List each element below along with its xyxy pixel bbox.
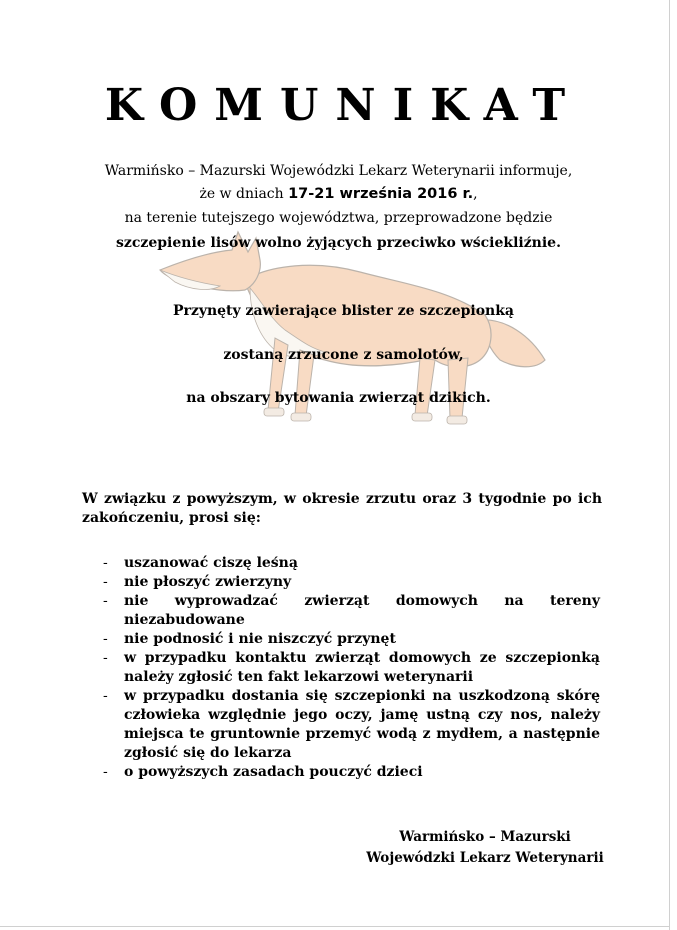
list-dash: - xyxy=(103,574,108,590)
page-border-bottom xyxy=(0,926,670,927)
request-paragraph: W związku z powyższym, w okresie zrzutu oraz 3 tygodnie po ich zakończeniu, prosi się: xyxy=(82,491,602,526)
list-dash: - xyxy=(103,631,108,647)
intro-line-2 xyxy=(0,183,677,205)
list-item: - nie podnosić i nie niszczyć przynęt xyxy=(103,631,396,647)
bait-line-1: Przynęty zawierające blister ze szczepionką xyxy=(172,303,514,319)
list-item: - w przypadku kontaktu zwierząt domowych ze szczepionką należy zgłosić ten fakt lekarzowi weterynarii xyxy=(103,650,600,685)
intro-line-2-prefix: że w dniach xyxy=(199,186,289,202)
list-item: - nie wyprowadzać zwierząt domowych na tereny niezabudowane xyxy=(103,593,600,628)
page-border-right xyxy=(669,0,670,930)
request-list xyxy=(103,554,600,782)
intro-line-3: na terenie tutejszego województwa, przeprowadzone będzie xyxy=(124,210,553,226)
list-dash: - xyxy=(103,650,108,666)
list-dash: - xyxy=(103,593,108,609)
page-title: KOMUNIKAT xyxy=(104,80,583,131)
list-item: - uszanować ciszę leśną xyxy=(103,555,298,571)
intro-line-2-suffix: , xyxy=(473,186,478,202)
list-item: - o powyższych zasadach pouczyć dzieci xyxy=(103,764,423,780)
intro-line-4: szczepienie lisów wolno żyjących przeciwko wściekliźnie. xyxy=(116,235,561,251)
list-dash: - xyxy=(103,555,108,571)
list-item: - w przypadku dostania się szczepionki na uszkodzoną skórę człowieka względnie jego oczy, jamę ustną czy nos, należy miejsca te gruntownie przemyć wodą z mydłem, a następnie zgłosić się do lekarza xyxy=(103,688,600,761)
bait-line-3: na obszary bytowania zwierząt dzikich. xyxy=(186,390,491,406)
intro-line-1: Warmińsko – Mazurski Wojewódzki Lekarz Weterynarii informuje, xyxy=(104,163,573,179)
campaign-date: 17-21 września 2016 r. xyxy=(288,186,474,202)
list-item: - nie płoszyć zwierzyny xyxy=(103,574,292,590)
list-dash: - xyxy=(103,764,108,780)
list-dash: - xyxy=(103,688,108,704)
signature-line-2: Wojewódzki Lekarz Weterynarii xyxy=(366,850,604,866)
bait-line-2: zostaną zrzucone z samolotów, xyxy=(223,347,464,363)
signature-line-1: Warmińsko – Mazurski xyxy=(399,829,571,845)
